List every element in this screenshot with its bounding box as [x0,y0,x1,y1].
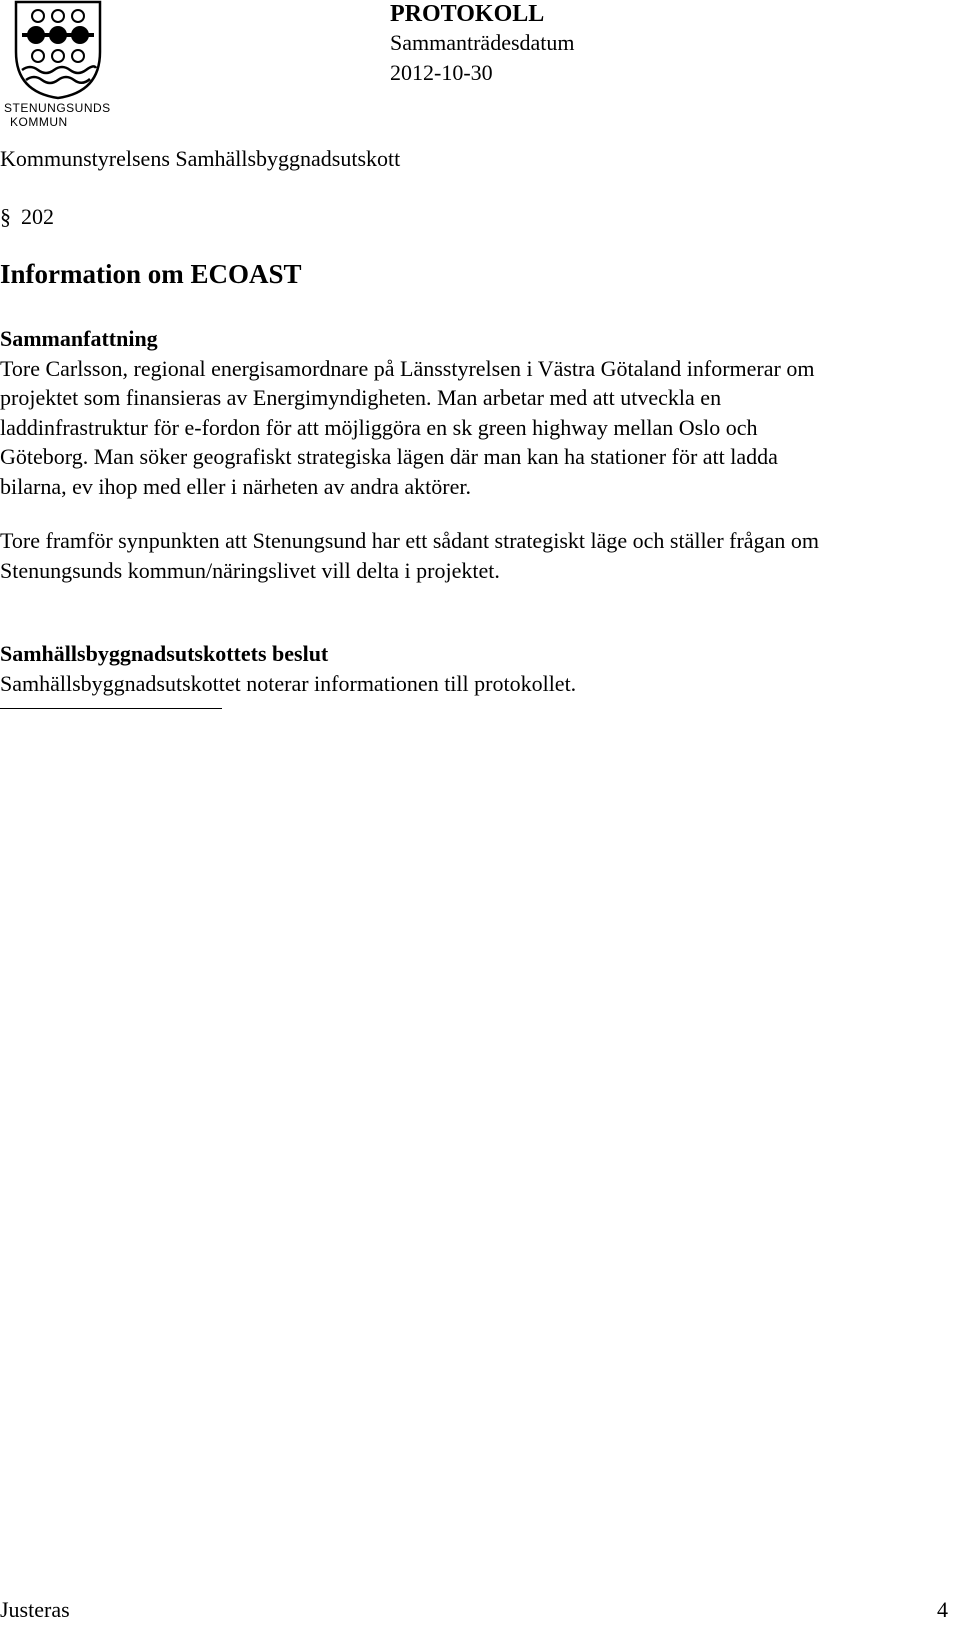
item-heading: Information om ECOAST [0,259,302,289]
summary-line: Göteborg. Man söker geografiskt strategiska lägen där man kan ha stationer för att ladda [0,444,778,469]
summary-line: Tore Carlsson, regional energisamordnare på Länsstyrelsen i Västra Götaland informerar om [0,355,815,381]
summary-line: Tore framför synpunkten att Stenungsund har ett sådant strategiskt läge och ställer frågan om [0,528,819,553]
document-body [0,324,948,698]
summary-line: bilarna, ev ihop med eller i närheten av andra aktörer. [0,473,471,499]
section-sign: § [0,204,11,229]
protocol-header [390,0,575,88]
logo-text-line1: STENUNGSUNDS [4,101,111,115]
summary-line: projektet som finansieras av Energimyndigheten. Man arbetar med att utveckla en [0,385,722,410]
signature-rule [0,708,222,709]
meeting-date: 2012-10-30 [390,60,493,85]
logo-text-line2: KOMMUN [10,115,68,129]
paragraph-number-value: 202 [21,204,54,229]
spacer [0,585,948,639]
page-number: 4 [937,1597,948,1622]
protocol-title: PROTOKOLL [390,1,545,27]
paragraph-number [0,203,54,231]
summary-line: Stenungsunds kommun/näringslivet vill delta i projektet. [0,557,500,583]
municipality-logo [2,0,122,132]
coat-of-arms-icon [2,0,106,100]
summary-title: Sammanfattning [0,326,158,351]
footer-justeras: Justeras [0,1597,70,1622]
summary-line: laddinfrastruktur för e-fordon för att möjliggöra en sk green highway mellan Oslo och [0,414,758,440]
decision-text: Samhällsbyggnadsutskottet noterar informationen till protokollet. [0,670,577,696]
spacer [0,501,948,526]
meeting-date-label: Sammanträdesdatum [390,30,575,55]
decision-title: Samhällsbyggnadsutskottets beslut [0,641,329,666]
organization-name: Kommunstyrelsens Samhällsbyggnadsutskott [0,146,401,171]
